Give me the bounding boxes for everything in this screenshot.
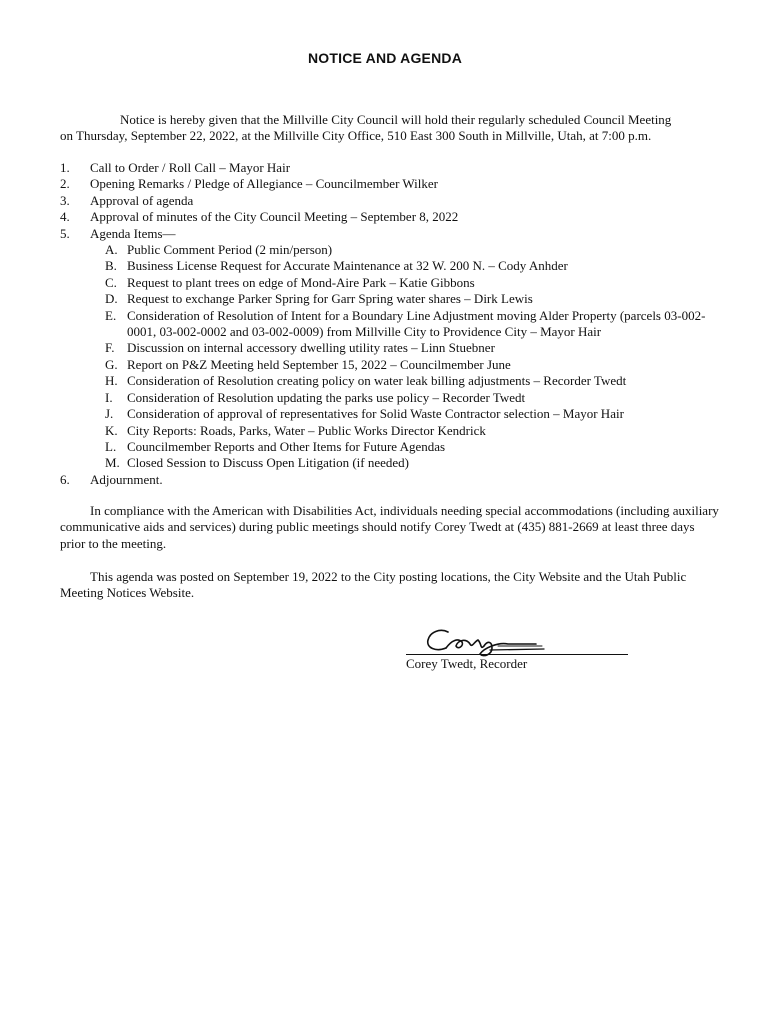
agenda-item-number: 3. — [60, 192, 70, 208]
sub-item-text: Closed Session to Discuss Open Litigation (if needed) — [127, 455, 409, 471]
posting-paragraph: This agenda was posted on September 19, 2022 to the City posting locations, the City Website and the Utah Public Meeting Notices Website. — [60, 569, 687, 601]
agenda-item-number: 6. — [60, 471, 70, 487]
sub-item-letter: H. — [105, 373, 118, 389]
agenda-item-3 — [60, 193, 730, 209]
signature-name: Corey Twedt, Recorder — [406, 656, 528, 671]
agenda-sub-item-j — [105, 406, 730, 422]
agenda-item-2 — [60, 176, 730, 192]
sub-item-text: Report on P&Z Meeting held September 15, 2022 – Councilmember June — [127, 356, 511, 372]
agenda-list — [60, 160, 730, 488]
sub-item-letter: B. — [105, 258, 117, 274]
agenda-item-number: 4. — [60, 209, 70, 225]
sub-item-text: Consideration of Resolution creating policy on water leak billing adjustments – Recorder Twedt — [127, 373, 627, 389]
signature-line — [406, 654, 628, 655]
agenda-item-text: Call to Order / Roll Call – Mayor Hair — [90, 160, 291, 175]
agenda-sub-item-i — [105, 390, 730, 406]
sub-item-letter: L. — [105, 438, 117, 454]
agenda-item-text: Adjournment. — [90, 471, 163, 487]
agenda-item-text: Approval of agenda — [90, 192, 194, 208]
sub-item-text: Councilmember Reports and Other Items for Future Agendas — [127, 438, 446, 454]
sub-item-letter: J. — [105, 406, 114, 422]
sub-item-letter: D. — [105, 291, 118, 307]
agenda-item-6 — [60, 472, 730, 488]
agenda-item-number: 2. — [60, 176, 70, 192]
sub-item-letter: A. — [105, 242, 118, 258]
sub-item-letter: C. — [105, 274, 117, 290]
agenda-item-text: Approval of minutes of the City Council Meeting – September 8, 2022 — [90, 209, 459, 225]
agenda-sub-item-k — [105, 423, 730, 439]
agenda-item-text: Agenda Items— — [90, 225, 176, 241]
sub-item-text: Public Comment Period (2 min/person) — [127, 242, 333, 258]
agenda-sub-item-l — [105, 439, 730, 455]
sub-item-letter: E. — [105, 307, 117, 323]
agenda-sub-item-c — [105, 275, 730, 291]
sub-item-text: Consideration of Resolution updating the parks use policy – Recorder Twedt — [127, 389, 526, 405]
agenda-sub-item-h — [105, 373, 730, 389]
agenda-sub-item-d — [105, 291, 730, 307]
sub-item-letter: I. — [105, 389, 113, 405]
agenda-sub-item-a — [105, 242, 730, 258]
agenda-item-number: 1. — [60, 160, 70, 175]
ada-paragraph: In compliance with the American with Disabilities Act, individuals needing special accommodations (including auxiliary communicative aids and services) during public meetings should notify Corey Twedt at (435) 881-2669 at least three days prior to the meeting. — [60, 503, 719, 551]
agenda-sub-item-m — [105, 455, 730, 471]
sub-item-text: Discussion on internal accessory dwelling utility rates – Linn Stuebner — [127, 340, 495, 356]
agenda-sub-item-e — [105, 308, 730, 341]
agenda-item-number: 5. — [60, 225, 70, 241]
agenda-sub-item-g — [105, 357, 730, 373]
sub-item-text: Request to exchange Parker Spring for Garr Spring water shares – Dirk Lewis — [127, 291, 533, 307]
sub-item-text: City Reports: Roads, Parks, Water – Public Works Director Kendrick — [127, 422, 486, 438]
sub-item-letter: F. — [105, 340, 115, 356]
agenda-sub-list — [105, 242, 730, 472]
intro-line-2: on Thursday, September 22, 2022, at the Millville City Office, 510 East 300 South in Millville, Utah, at 7:00 p.m. — [60, 128, 652, 144]
agenda-item-text: Opening Remarks / Pledge of Allegiance – Councilmember Wilker — [90, 176, 438, 192]
agenda-sub-item-f — [105, 340, 730, 356]
signature-block — [406, 618, 628, 678]
agenda-item-4 — [60, 209, 730, 225]
sub-item-text: Request to plant trees on edge of Mond-Aire Park – Katie Gibbons — [127, 274, 475, 290]
sub-item-letter: G. — [105, 356, 118, 372]
agenda-sub-item-b — [105, 258, 730, 274]
sub-item-text: Business License Request for Accurate Maintenance at 32 W. 200 N. – Cody Anhder — [127, 258, 568, 274]
intro-paragraph — [60, 112, 720, 145]
sub-item-text: Consideration of approval of representatives for Solid Waste Contractor selection – Mayor Hair — [127, 406, 624, 422]
sub-item-letter: M. — [105, 455, 120, 471]
agenda-item-1 — [60, 160, 730, 176]
sub-item-letter: K. — [105, 422, 118, 438]
document-title: NOTICE AND AGENDA — [307, 50, 463, 66]
agenda-item-5 — [60, 226, 730, 242]
intro-line-1: Notice is hereby given that the Millville City Council will hold their regularly scheduled Council Meeting — [120, 112, 672, 127]
sub-item-text: Consideration of Resolution of Intent for a Boundary Line Adjustment moving Alder Property (parcels 03-002-0001, 03-002-0002 and 03-002-0009) from Millville City to Providence City – Mayor Hair — [127, 307, 706, 340]
